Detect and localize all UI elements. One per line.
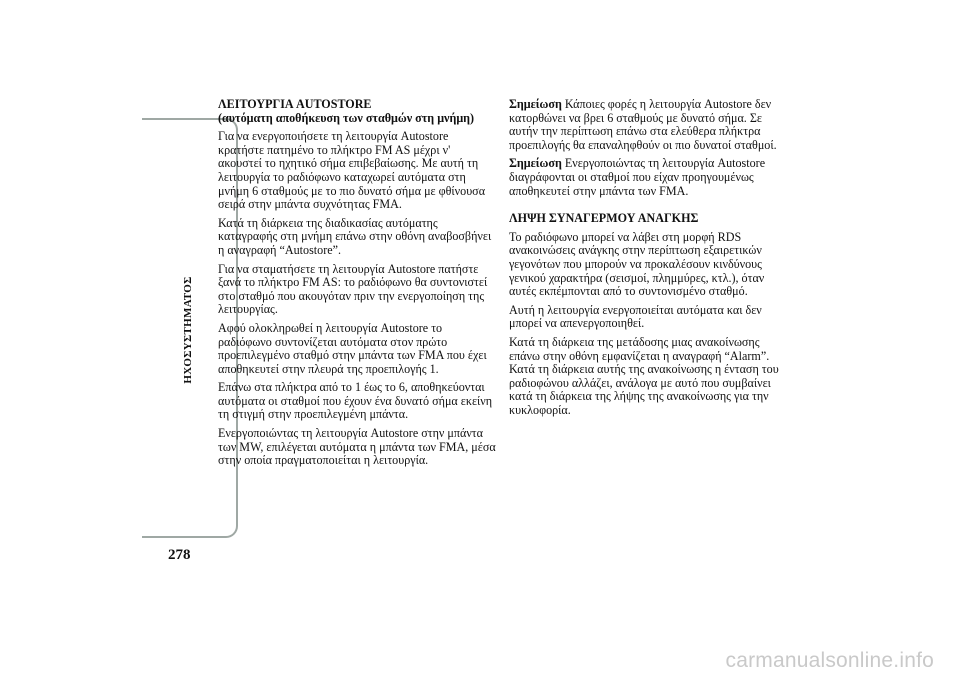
emergency-alarm-heading: ΛΗΨΗ ΣΥΝΑΓΕΡΜΟΥ ΑΝΑΓΚΗΣ [509, 211, 699, 226]
page-number: 278 [168, 547, 191, 563]
autostore-heading [218, 98, 496, 125]
left-paragraph: Κατά τη διάρκεια της διαδικασίας αυτόματης καταγραφής στη μνήμη επάνω στην οθόνη αναβοσβήνει η αναγραφή “Autostore”. [218, 215, 492, 257]
site-watermark: carmanualsonline.info [725, 649, 934, 672]
note-text: Ενεργοποιώντας τη λειτουργία Autostore διαγράφονται οι σταθμοί που είχαν προηγουμένως αποθηκευτεί στην μπάντα των FMA. [509, 156, 766, 198]
note-text: Κάποιες φορές η λειτουργία Autostore δεν κατορθώνει να βρει 6 σταθμούς με δυνατό σήμα. Σε αυτήν την περίπτωση επάνω στα ελεύθερα πλήκτρα προεπιλογής θα επαναληφθούν οι πιο δυνατοί σταθμοί. [509, 97, 777, 152]
autostore-heading-title: ΛΕΙΤΟΥΡΓΙΑ AUTOSTORE [218, 97, 372, 111]
note-label: Σημείωση [509, 97, 562, 111]
autostore-heading-subtitle: (αυτόματη αποθήκευση των σταθμών στη μνήμη) [218, 110, 475, 125]
right-paragraph: Αυτή η λειτουργία ενεργοποιείται αυτόματα και δεν μπορεί να απενεργοποιηθεί. [509, 302, 762, 331]
section-side-label: ΗΧΟΣΥΣΤΗΜΑΤΟΣ [182, 276, 194, 384]
left-paragraph: Ενεργοποιώντας τη λειτουργία Autostore στην μπάντα των MW, επιλέγεται αυτόματα η μπάντα των FMA, μέσα στην οποία πραγματοποιείται η λειτουργία. [218, 426, 496, 468]
note-paragraph [509, 157, 787, 198]
right-paragraph: Το ραδιόφωνο μπορεί να λάβει στη μορφή RDS ανακοινώσεις ανάγκης στην περίπτωση εξαιρετικών γεγονότων που μπορούν να προκαλέσουν κινδύνους γενικού χαρακτήρα (σεισμοί, πλημμύρες, κτλ.), όταν αυτές εκπέμπονται από το συντονισμένο σταθμό. [509, 229, 765, 299]
left-paragraph: Επάνω στα πλήκτρα από το 1 έως το 6, αποθηκεύονται αυτόματα οι σταθμοί που έχουν ένα δυνατό σήμα εκείνη τη στιγμή στην προεπιλεγμένη μπάντα. [218, 380, 493, 422]
left-column [218, 98, 496, 473]
right-column [509, 98, 787, 422]
note-label: Σημείωση [509, 156, 562, 171]
left-paragraph: Αφού ολοκληρωθεί η λειτουργία Autostore το ραδιόφωνο συντονίζεται αυτόματα στον πρώτο προεπιλεγμένο σταθμό στην μπάντα των FMA που έχει αποθηκευτεί στην πλευρά της προεπιλογής 1. [218, 320, 487, 376]
right-paragraph: Κατά τη διάρκεια της μετάδοσης μιας ανακοίνωσης επάνω στην οθόνη εμφανίζεται η αναγραφή “Alarm”. Κατά τη διάρκεια αυτής της ανακοίνωσης η ένταση του ραδιοφώνου αλλάζει, ανάλογα με αυτό που συμβαίνει κατά τη διάρκεια της λήψης της ανακοίνωσης για την κυκλοφορία. [509, 334, 779, 417]
note-paragraph [509, 98, 787, 152]
left-paragraph: Για να ενεργοποιήσετε τη λειτουργία Autostore κρατήστε πατημένο το πλήκτρο FM AS μέχρι ν' ακουστεί το ηχητικό σήμα επιβεβαίωσης. Με αυτή τη λειτουργία το ραδιόφωνο καταχωρεί αυτόματα στη μνήμη 6 σταθμούς με το πιο δυνατό σήμα με φθίνουσα σειρά στην μπάντα συχνότητας FMA. [218, 129, 486, 212]
left-paragraph: Για να σταματήσετε τη λειτουργία Autostore πατήστε ξανά το πλήκτρο FM AS: το ραδιόφωνο θα συντονιστεί στο σταθμό που ακουγόταν πριν την ενεργοποίηση της λειτουργίας. [218, 261, 488, 317]
